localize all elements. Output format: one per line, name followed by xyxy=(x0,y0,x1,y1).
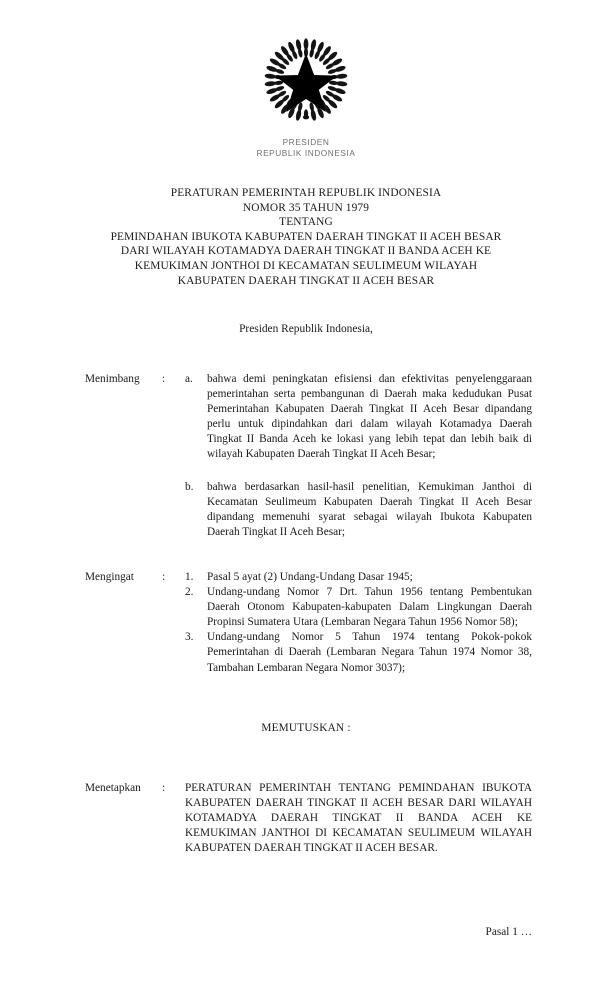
opening-salutation: Presiden Republik Indonesia, xyxy=(239,323,373,335)
item-text: bahwa berdasarkan hasil-hasil penelitian, Kemukiman Janthoi di Kecamatan Seulimeum Kabupaten Daerah Tingkat II Aceh Besar dipandang memenuhi syarat sebagai wilayah Ibukota Kabupaten Daerah Tingkat II Aceh Besar; xyxy=(207,480,532,538)
item-marker: b. xyxy=(185,480,194,493)
clause-label-menetapkan: Menetapkan xyxy=(85,782,141,794)
clause-mengingat xyxy=(85,570,532,676)
title-line-subject-2: DARI WILAYAH KOTAMADYA DAERAH TINGKAT II BANDA ACEH KE xyxy=(120,245,492,258)
letterhead-line-presiden: PRESIDEN xyxy=(282,137,330,147)
clause-colon-menetapkan: : xyxy=(162,782,166,794)
item-text: Undang-undang Nomor 5 Tahun 1974 tentang Pokok-pokok Pemerintahan di Daerah (Lembaran Negara Tahun 1974 Nomor 38, Tambahan Lembaran Negara Nomor 3037); xyxy=(207,631,532,674)
list-item xyxy=(185,630,532,675)
item-marker: 3. xyxy=(185,631,194,644)
item-marker: 2. xyxy=(185,586,194,599)
list-item xyxy=(185,570,532,585)
letterhead-line-republik-indonesia: REPUBLIK INDONESIA xyxy=(256,148,356,158)
title-line-tentang: TENTANG xyxy=(279,216,333,229)
item-text: Pasal 5 ayat (2) Undang-Undang Dasar 1945; xyxy=(207,571,413,583)
document-letterhead xyxy=(0,34,612,159)
letterhead-caption xyxy=(0,137,612,159)
clause-label-menimbang: Menimbang xyxy=(85,373,140,385)
list-item xyxy=(185,480,532,540)
memutuskan-heading: MEMUTUSKAN : xyxy=(261,722,351,734)
item-marker: 1. xyxy=(185,571,194,583)
menetapkan-text: PERATURAN PEMERINTAH TENTANG PEMINDAHAN IBUKOTA KABUPATEN DAERAH TINGKAT II ACEH BESAR DARI WILAYAH KOTAMADYA DAERAH TINGKAT II BANDA ACEH KE KEMUKIMAN JANTHOI DI KECAMATAN SEULIMEUM WILAYAH KABUPATEN DAERAH TINGKAT II ACEH BESAR. xyxy=(185,782,532,855)
clause-colon-menimbang: : xyxy=(162,373,166,385)
clause-items-menimbang xyxy=(185,372,532,540)
clause-menetapkan xyxy=(85,781,532,856)
item-marker: a. xyxy=(185,373,193,385)
item-text: bahwa demi peningkatan efisiensi dan efektivitas penyelenggaraan pemerintahan serta pembangunan di Daerah maka kedudukan Pusat Pemerintahan Kabupaten Daerah Tingkat II Aceh Besar dipandang perlu untuk dipindahkan dari dalam wilayah Kotamadya Daerah Tingkat II Banda Aceh ke lokasi yang lebih tepat dan lebih baik di wilayah Kabupaten Daerah Tingkat II Aceh Besar; xyxy=(207,373,532,461)
clause-colon-mengingat: : xyxy=(162,571,166,583)
list-item xyxy=(185,372,532,463)
title-line-subject-4: KABUPATEN DAERAH TINGKAT II ACEH BESAR xyxy=(177,274,435,287)
document-title xyxy=(56,186,556,288)
list-item xyxy=(185,781,532,856)
indonesian-presidential-emblem-icon xyxy=(260,34,352,126)
list-item xyxy=(185,585,532,630)
item-text: Undang-undang Nomor 7 Drt. Tahun 1956 tentang Pembentukan Daerah Otonom Kabupaten-kabupaten Dalam Lingkungan Daerah Propinsi Sumatera Utara (Lembaran Negara Tahun 1956 Nomor 58); xyxy=(207,586,532,629)
title-line-subject-3: KEMUKIMAN JONTHOI DI KECAMATAN SEULIMEUM WILAYAH xyxy=(134,259,478,272)
clause-label-mengingat: Mengingat xyxy=(85,571,134,583)
title-line-subject-1: PEMINDAHAN IBUKOTA KABUPATEN DAERAH TINGKAT II ACEH BESAR xyxy=(110,230,502,243)
page-continuation-note: Pasal 1 … xyxy=(485,926,532,938)
clause-items-mengingat xyxy=(185,570,532,676)
title-line-number: NOMOR 35 TAHUN 1979 xyxy=(242,201,370,214)
title-line-regulation-type: PERATURAN PEMERINTAH REPUBLIK INDONESIA xyxy=(170,187,442,199)
clause-menimbang xyxy=(85,372,532,540)
clause-items-menetapkan xyxy=(185,781,532,856)
